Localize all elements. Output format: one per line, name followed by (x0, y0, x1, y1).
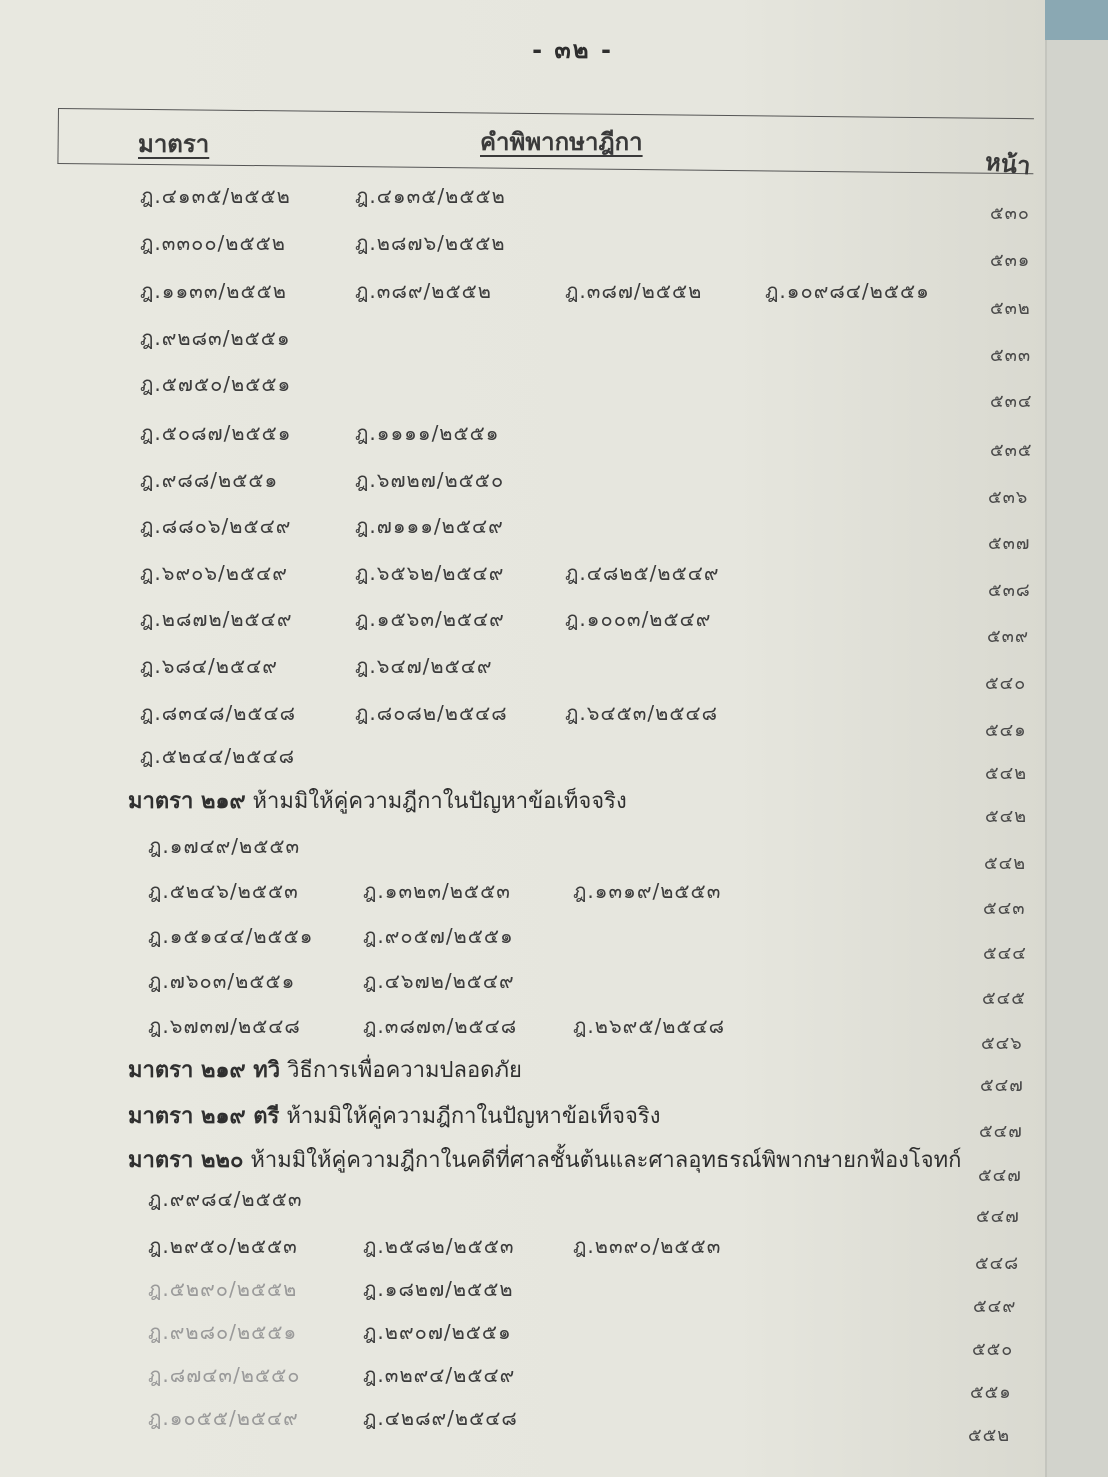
page-reference: ๕๓๗ (988, 533, 1031, 554)
header-page-column: หน้า (983, 147, 1032, 181)
section-description: วิธีการเพื่อความปลอดภัย (280, 1058, 522, 1083)
supreme-court-citation: ฎ.๒๙๕๐/๒๕๕๓ (148, 1234, 298, 1258)
supreme-court-citation: ฎ.๘๐๘๒/๒๕๔๘ (355, 701, 508, 725)
supreme-court-citation: ฎ.๓๘๗/๒๕๕๒ (565, 279, 703, 303)
page-reference: ๕๔๓ (983, 898, 1026, 919)
page-reference: ๕๔๑ (985, 720, 1027, 741)
supreme-court-citation: ฎ.๒๕๘๒/๒๕๕๓ (363, 1234, 515, 1258)
supreme-court-citation: ฎ.๑๕๖๓/๒๕๔๙ (355, 607, 505, 631)
supreme-court-citation: ฎ.๒๓๙๐/๒๕๕๓ (573, 1234, 722, 1258)
page-reference: ๕๕๐ (972, 1339, 1014, 1360)
supreme-court-citation: ฎ.๑๐๐๓/๒๕๔๙ (565, 607, 712, 631)
page-reference: ๕๔๗ (978, 1165, 1022, 1186)
page-reference: ๕๓๙ (987, 626, 1030, 647)
page-reference: ๕๔๗ (980, 1075, 1024, 1096)
supreme-court-citation: ฎ.๕๗๕๐/๒๕๕๑ (140, 372, 292, 396)
supreme-court-citation: ฎ.๒๙๐๗/๒๕๕๑ (363, 1320, 512, 1344)
page-reference: ๕๔๒ (985, 806, 1028, 827)
page-reference: ๕๔๐ (985, 673, 1027, 694)
supreme-court-citation: ฎ.๖๙๐๖/๒๕๔๙ (140, 561, 288, 585)
supreme-court-citation: ฎ.๖๕๖๒/๒๕๔๙ (355, 561, 505, 585)
supreme-court-citation: ฎ.๖๔๗/๒๕๔๙ (355, 654, 493, 678)
supreme-court-citation: ฎ.๑๘๒๗/๒๕๕๒ (363, 1277, 514, 1301)
supreme-court-citation: ฎ.๔๖๗๒/๒๕๔๙ (363, 969, 515, 993)
supreme-court-citation: ฎ.๑๕๑๔๔/๒๕๕๑ (148, 924, 314, 948)
supreme-court-citation: ฎ.๘๗๔๓/๒๕๕๐ (148, 1363, 301, 1387)
supreme-court-citation: ฎ.๖๘๔/๒๕๔๙ (140, 654, 278, 678)
page-reference: ๕๓๔ (990, 391, 1033, 412)
supreme-court-citation: ฎ.๓๓๐๐/๒๕๕๒ (140, 231, 286, 255)
page-reference: ๕๔๖ (981, 1033, 1023, 1054)
adjacent-page-edge (1045, 40, 1108, 1477)
supreme-court-citation: ฎ.๗๑๑๑/๒๕๔๙ (355, 514, 504, 538)
supreme-court-citation: ฎ.๑๓๒๓/๒๕๕๓ (363, 879, 511, 903)
section-label: มาตรา ๒๒๐ (128, 1148, 244, 1173)
page-reference: ๕๕๑ (970, 1382, 1012, 1403)
supreme-court-citation: ฎ.๘๘๐๖/๒๕๔๙ (140, 514, 292, 538)
supreme-court-citation: ฎ.๔๘๒๕/๒๕๔๙ (565, 561, 720, 585)
supreme-court-citation: ฎ.๒๘๗๒/๒๕๔๙ (140, 607, 293, 631)
section-heading (128, 1052, 522, 1087)
supreme-court-citation: ฎ.๙๒๘๐/๒๕๕๑ (148, 1320, 298, 1344)
supreme-court-citation: ฎ.๑๑๑๑/๒๕๕๑ (355, 421, 500, 445)
supreme-court-citation: ฎ.๑๗๔๙/๒๕๕๓ (148, 834, 301, 858)
supreme-court-citation: ฎ.๙๘๘/๒๕๕๑ (140, 468, 279, 492)
section-heading (128, 1142, 961, 1177)
supreme-court-citation: ฎ.๒๖๙๕/๒๕๔๘ (573, 1014, 726, 1038)
section-description: ห้ามมิให้คู่ความฎีกาในปัญหาข้อเท็จจริง (279, 1104, 661, 1129)
supreme-court-citation: ฎ.๓๘๙/๒๕๕๒ (355, 279, 492, 303)
page-reference: ๕๓๐ (990, 203, 1030, 224)
section-heading (128, 1098, 660, 1133)
page-reference: ๕๔๙ (973, 1296, 1017, 1317)
supreme-court-citation: ฎ.๔๑๓๕/๒๕๕๒ (140, 184, 291, 208)
page-reference: ๕๓๘ (988, 580, 1031, 601)
supreme-court-citation: ฎ.๑๓๑๙/๒๕๕๓ (573, 879, 722, 903)
page-reference: ๕๓๕ (990, 440, 1033, 461)
section-description: ห้ามมิให้คู่ความฎีกาในคดีที่ศาลชั้นต้นและศาลอุทธรณ์พิพากษายกฟ้องโจทก์ (243, 1148, 962, 1173)
supreme-court-citation: ฎ.๕๐๘๗/๒๕๕๑ (140, 421, 292, 445)
supreme-court-citation: ฎ.๖๗๒๗/๒๕๕๐ (355, 468, 505, 492)
page-reference: ๕๔๕ (982, 988, 1026, 1009)
section-label: มาตรา ๒๑๙ ทวิ (128, 1058, 281, 1083)
header-title-column: คำพิพากษาฎีกา (480, 128, 643, 156)
page-reference: ๕๔๘ (975, 1253, 1020, 1274)
page-number: - ๓๒ - (532, 36, 613, 64)
page-reference: ๕๓๓ (990, 345, 1032, 366)
supreme-court-citation: ฎ.๑๐๕๕/๒๕๔๙ (148, 1406, 299, 1430)
section-label: มาตรา ๒๑๙ (128, 789, 246, 814)
supreme-court-citation: ฎ.๑๑๓๓/๒๕๕๒ (140, 279, 287, 303)
supreme-court-citation: ฎ.๗๖๐๓/๒๕๕๑ (148, 969, 296, 993)
supreme-court-citation: ฎ.๖๔๕๓/๒๕๔๘ (565, 701, 719, 725)
header-section-column: มาตรา (138, 130, 210, 158)
supreme-court-citation: ฎ.๓๒๙๔/๒๕๔๙ (363, 1363, 516, 1387)
supreme-court-citation: ฎ.๔๑๓๕/๒๕๕๒ (355, 184, 506, 208)
supreme-court-citation: ฎ.๑๐๙๘๔/๒๕๕๑ (765, 279, 930, 303)
supreme-court-citation: ฎ.๖๗๓๗/๒๕๔๘ (148, 1014, 301, 1038)
section-label: มาตรา ๒๑๙ ตรี (128, 1104, 280, 1129)
section-heading (128, 783, 627, 818)
supreme-court-citation: ฎ.๕๒๙๐/๒๕๕๒ (148, 1277, 298, 1301)
supreme-court-citation: ฎ.๒๘๗๖/๒๕๕๒ (355, 231, 506, 255)
page-reference: ๕๔๒ (985, 763, 1028, 784)
page-reference: ๕๔๔ (983, 943, 1027, 964)
section-description: ห้ามมิให้คู่ความฎีกาในปัญหาข้อเท็จจริง (245, 789, 627, 814)
supreme-court-citation: ฎ.๘๓๔๘/๒๕๔๘ (140, 701, 297, 725)
supreme-court-citation: ฎ.๔๒๘๙/๒๕๔๘ (363, 1406, 518, 1430)
page-reference: ๕๔๒ (984, 853, 1027, 874)
page-reference: ๕๔๗ (976, 1206, 1020, 1227)
page-reference: ๕๔๗ (979, 1121, 1023, 1142)
supreme-court-citation: ฎ.๕๒๔๔/๒๕๔๘ (140, 744, 296, 768)
supreme-court-citation: ฎ.๙๒๘๓/๒๕๕๑ (140, 326, 291, 350)
supreme-court-citation: ฎ.๙๐๕๗/๒๕๕๑ (363, 924, 514, 948)
page-reference: ๕๓๑ (990, 250, 1031, 271)
supreme-court-citation: ฎ.๙๙๘๔/๒๕๕๓ (148, 1187, 303, 1211)
page-reference: ๕๓๒ (990, 298, 1031, 319)
supreme-court-citation: ฎ.๕๒๔๖/๒๕๕๓ (148, 879, 299, 903)
supreme-court-citation: ฎ.๓๘๗๓/๒๕๔๘ (363, 1014, 518, 1038)
page-reference: ๕๕๒ (968, 1425, 1011, 1446)
page-reference: ๕๓๖ (988, 487, 1029, 508)
